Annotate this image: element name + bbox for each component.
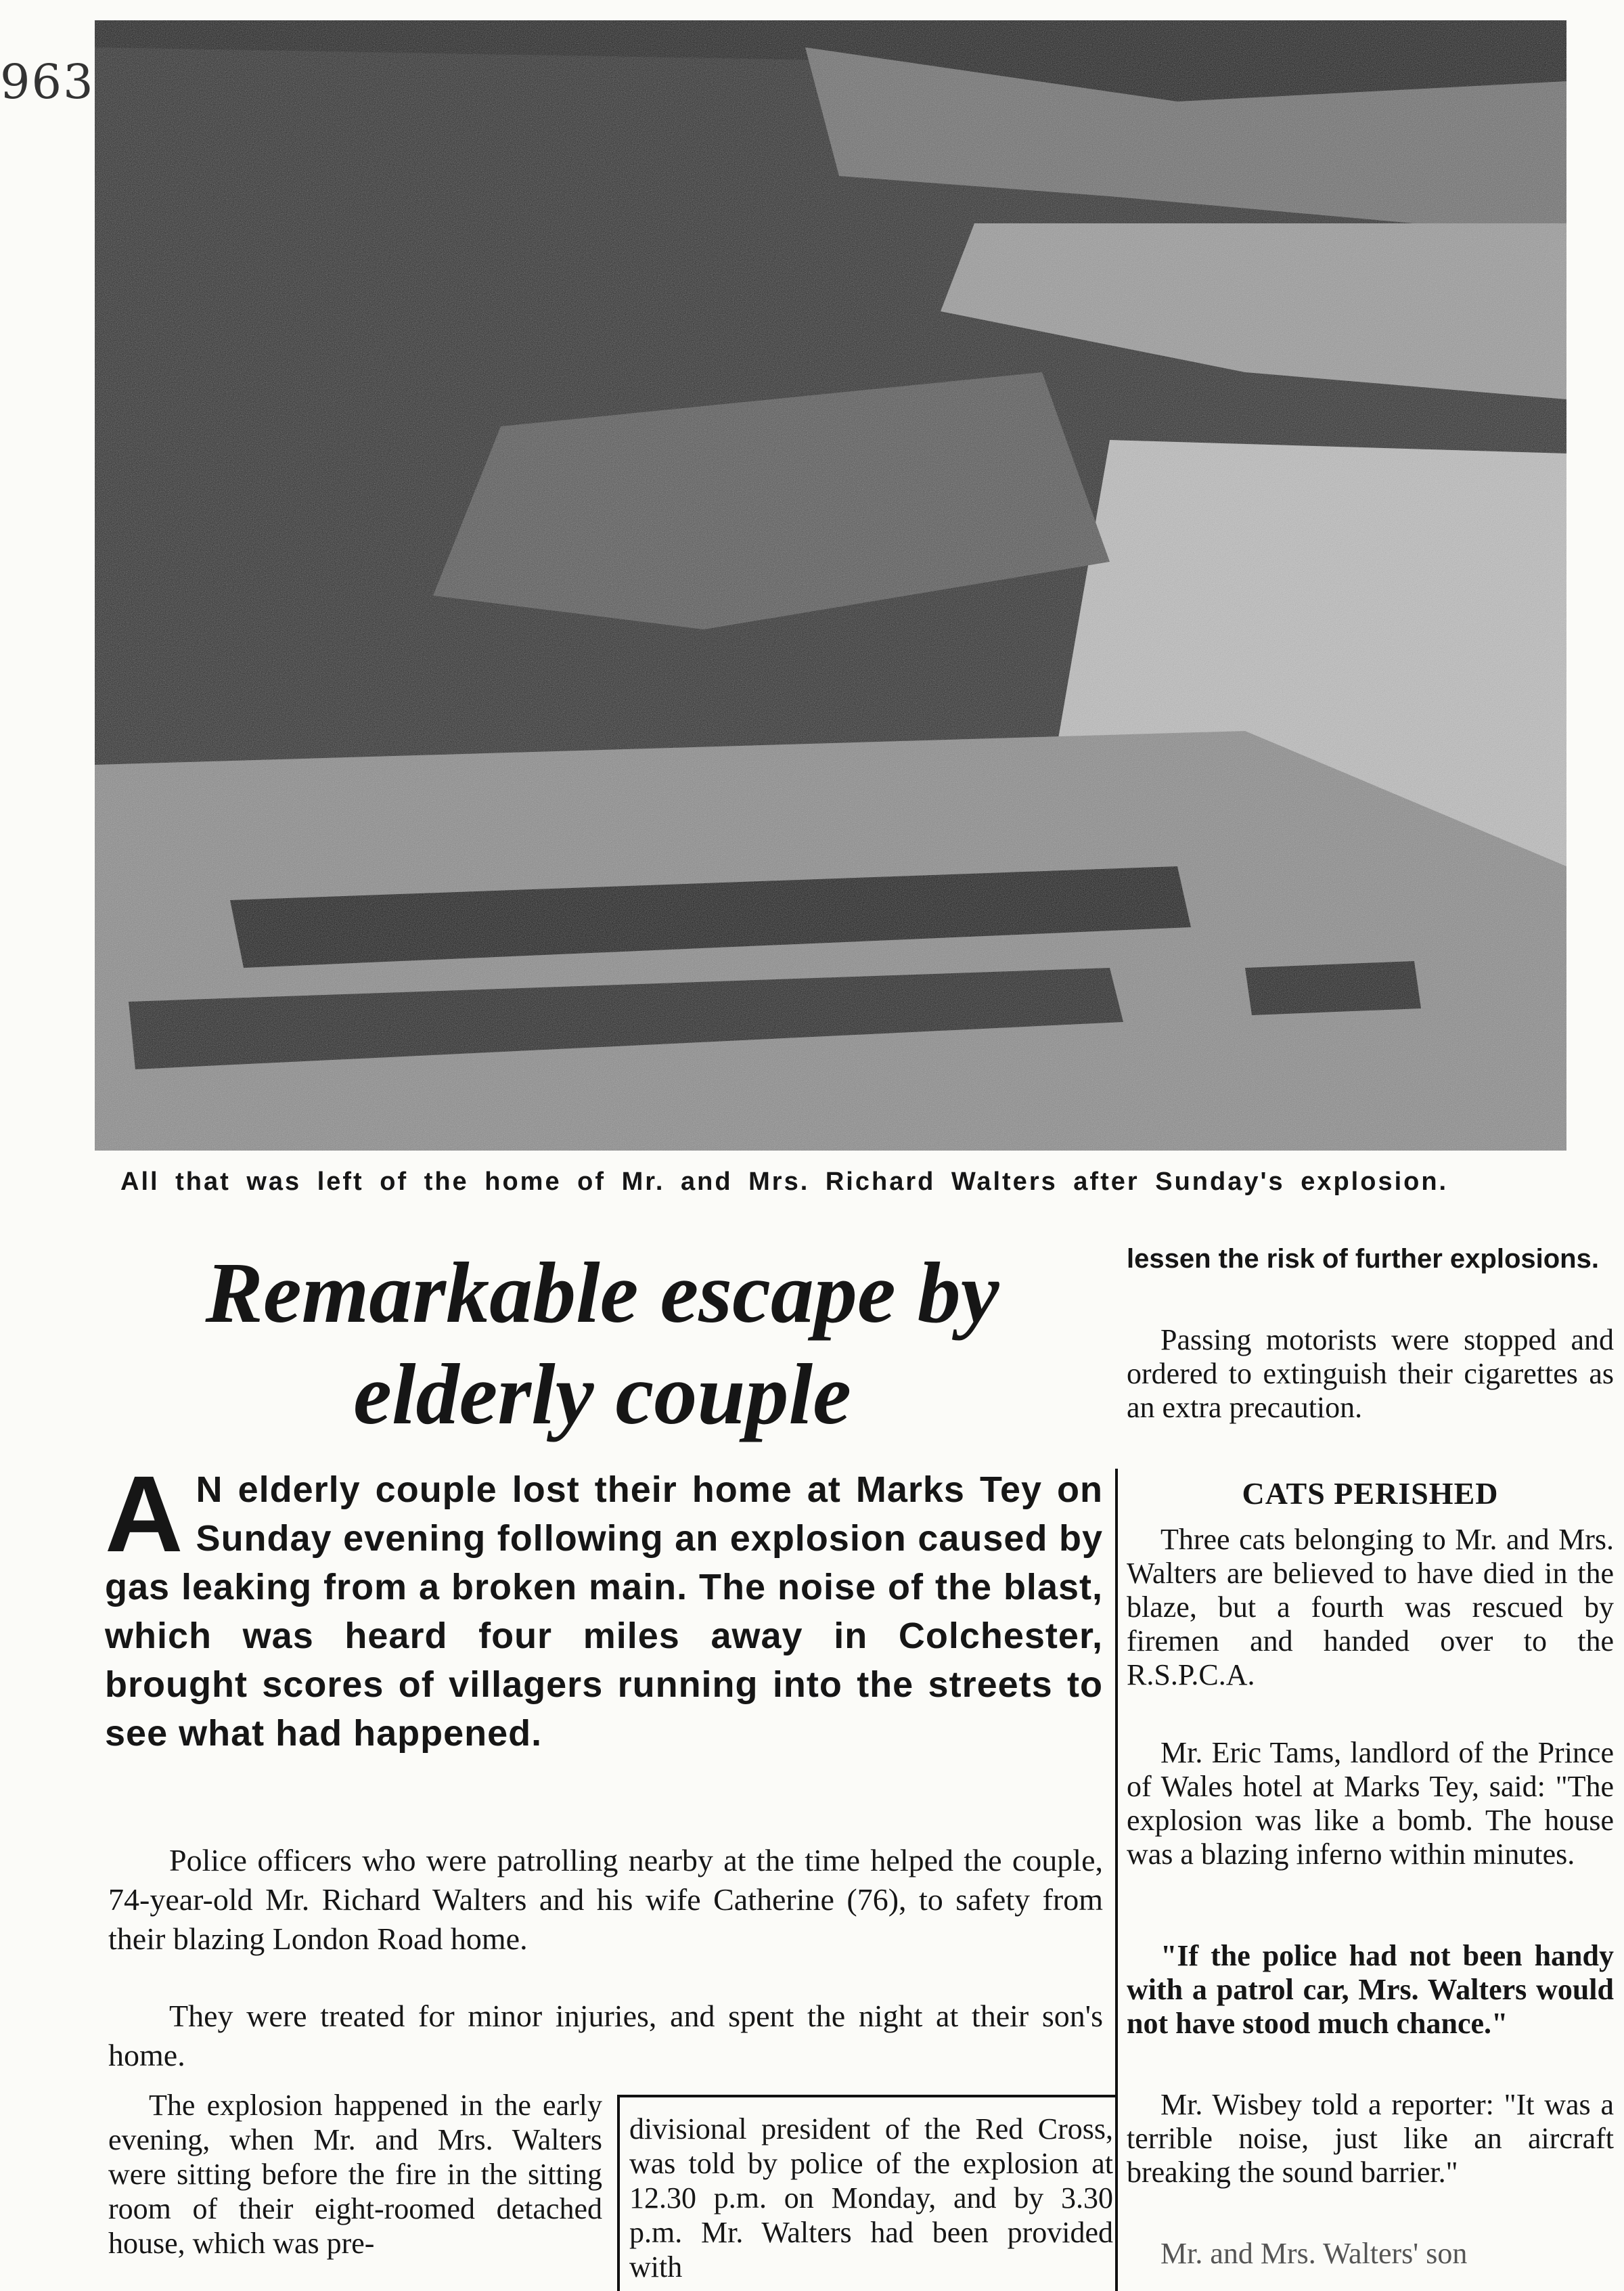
box-rule-top xyxy=(617,2095,1118,2097)
body-paragraph-3: The explosion happened in the early evening, when Mr. and Mrs. Walters were sitting before the fire in the sitting room of their eight-roomed detached house, which was pre- xyxy=(108,2089,602,2260)
photo-caption: All that was left of the home of Mr. and Mrs. Richard Walters after Sunday's explosion. xyxy=(120,1167,1449,1196)
lead-paragraph xyxy=(105,1453,1103,1758)
right-column-paragraph-5: Mr. Wisbey told a reporter: "It was a terrible noise, just like an aircraft breaking the sound barrier." xyxy=(1127,2088,1614,2189)
subheading: CATS PERISHED xyxy=(1242,1476,1499,1511)
margin-note: 963 xyxy=(0,54,95,110)
right-column-paragraph-6: Mr. and Mrs. Walters' son xyxy=(1160,2237,1468,2270)
drop-cap: A xyxy=(105,1453,184,1574)
headline: Remarkable escape by elderly couple xyxy=(205,1245,999,1442)
column-rule-right xyxy=(1115,1469,1118,2291)
column-rule-inner xyxy=(617,2095,620,2291)
right-column-paragraph-1: lessen the risk of further explosions. xyxy=(1127,1244,1599,1274)
right-column-paragraph-2: Passing motorists were stopped and ordered to extinguish their cigarettes as an extra precaution. xyxy=(1127,1323,1614,1424)
right-column-quote: "If the police had not been handy with a patrol car, Mrs. Walters would not have stood much chance." xyxy=(1127,1939,1614,2040)
right-column-paragraph-4: Mr. Eric Tams, landlord of the Prince of Wales hotel at Marks Tey, said: "The explosion was like a bomb. The house was a blazing inferno within minutes. xyxy=(1127,1736,1614,1871)
body-paragraph-1: Police officers who were patrolling nearby at the time helped the couple, 74-year-old Mr. Richard Walters and his wife Catherine (76), to safety from their blazing London Road home. xyxy=(108,1843,1103,1956)
lead-text: N elderly couple lost their home at Marks Tey on Sunday evening following an explosion caused by gas leaking from a broken main. The noise of the blast, which was heard four miles away in Colchester, brought scores of villagers running into the streets to see what had happened. xyxy=(105,1469,1103,1754)
body-paragraph-2: They were treated for minor injuries, and spent the night at their son's home. xyxy=(108,1999,1103,2072)
news-photo xyxy=(95,20,1566,1151)
right-column-paragraph-3: Three cats belonging to Mr. and Mrs. Walters are believed to have died in the blaze, but a fourth was rescued by firemen and handed over to the R.S.P.C.A. xyxy=(1127,1523,1614,1691)
body-paragraph-4: divisional president of the Red Cross, was told by police of the explosion at 12.30 p.m. on Monday, and by 3.30 p.m. Mr. Walters had been provided with xyxy=(629,2112,1113,2284)
